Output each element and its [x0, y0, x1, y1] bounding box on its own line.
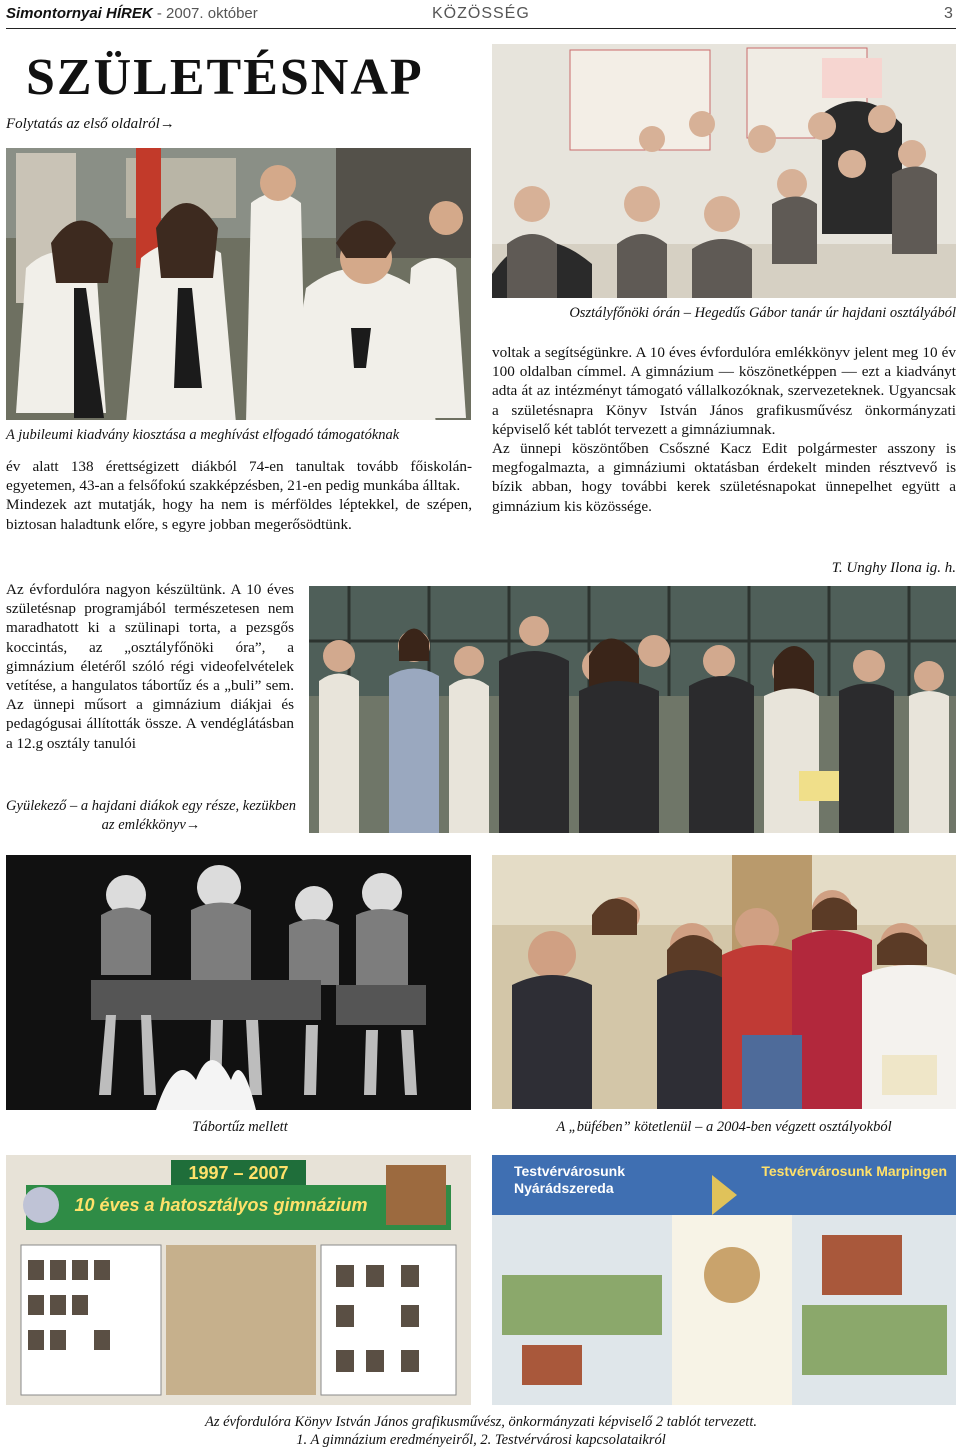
poster-twin-title-1: Testvérvárosunk Nyárádszereda [514, 1163, 626, 1196]
section-name: KÖZÖSSÉG [432, 5, 530, 22]
issue-date: - 2007. október [152, 5, 258, 22]
caption-posters-2: 1. A gimnázium eredményeiről, 2. Testvérvárosi kapcsolataikról [296, 1432, 666, 1448]
publication-header [6, 5, 258, 22]
caption-ceremony: A jubileumi kiadvány kiosztása a meghívást elfogadó támogatóknak [6, 427, 400, 443]
article-signature: T. Unghy Ilona ig. h. [831, 560, 956, 576]
publication-name: Simontornyai HÍREK [6, 5, 153, 22]
poster-headline: 10 éves a hatosztályos gimnázium [74, 1195, 368, 1215]
header-divider [6, 28, 956, 29]
paragraph-4: voltak a segítségünkre. A 10 éves évfordulóra emlékkönyv jelent meg 10 év 100 oldalban címmel. A gimnázium — köszönetképpen — ezt a kiadványt adta át az intézményt támogató vállalkozóknak, szervezeteknek. Ugyancsak a születésnapra Könyv István János grafikusművész önkormányzati képviselő két tablót tervezett a gimnáziumnak. [492, 344, 956, 438]
caption-posters-1: Az évfordulóra Könyv István János grafikusművész, önkormányzati képviselő 2 tablót tervezett. [205, 1414, 757, 1430]
article-title: SZÜLETÉSNAP [26, 49, 424, 106]
photo-ceremony [6, 148, 471, 420]
paragraph-2: Mindezek azt mutatják, hogy ha nem is mérföldes léptekkel, de szépen, biztosan haladtunk előre, s egyre jobban megerősödtünk. [6, 496, 472, 533]
poster-results-image [6, 1155, 471, 1405]
poster-years: 1997 – 2007 [188, 1163, 289, 1183]
article-body-right [492, 343, 956, 516]
photo-posters-right [492, 1155, 956, 1405]
paragraph-3: Az évfordulóra nagyon készültünk. A 10 éves születésnap programjából természetesen nem maradhatott ki a szülinapi torta, a pezsgős koccintás, az „osztályfőnöki óra”, a gimnázium életéről szóló régi videofelvételek vetítése, a hangulatos tábortűz és a „buli” sem. Az ünnepi műsort a gimnázium diákjai és pedagógusai állították össze. A vendéglátásban a 12.g osztály tanulói [6, 581, 294, 752]
photo-class-image [492, 44, 956, 298]
photo-buffet [492, 855, 956, 1109]
poster-twin-title-2: Testvérvárosunk Marpingen [761, 1163, 947, 1179]
caption-class: Osztályfőnöki órán – Hegedűs Gábor tanár úr hajdani osztályából [569, 305, 956, 321]
caption-buffet: A „büfében” kötetlenül – a 2004-ben végzett osztályokból [556, 1119, 892, 1135]
paragraph-5: Az ünnepi köszöntőben Csőszné Kacz Edit polgármester asszony is megfogalmazta, a gimnáziumi oktatásban érdekelt minden résztvevő is bízik abban, hogy további kerek születésnapokat ünnepelhet együtt a gimnázium kis közössége. [492, 440, 956, 515]
article-body-left-narrow [6, 580, 294, 753]
caption-campfire: Tábortűz mellett [192, 1119, 288, 1135]
photo-gathering [309, 586, 956, 833]
photo-ceremony-image [6, 148, 471, 420]
photo-posters-left [6, 1155, 471, 1405]
continued-note: Folytatás az első oldalról→ [6, 116, 175, 132]
article-body-left [6, 457, 472, 534]
photo-buffet-image [492, 855, 956, 1109]
photo-class [492, 44, 956, 298]
photo-campfire-image [6, 855, 471, 1110]
paragraph-1: év alatt 138 érettségizett diákból 74-en tanultak tovább főiskolán-egyetemen, 43-an a felsőfokú szakképzésben, 21-en pedig munkába álltak. [6, 458, 472, 495]
photo-campfire [6, 855, 471, 1110]
page-number: 3 [944, 5, 953, 22]
caption-gathering: Gyülekező – a hajdani diákok egy része, kezükben az emlékkönyv→ [6, 798, 296, 833]
photo-gathering-image [309, 586, 956, 833]
